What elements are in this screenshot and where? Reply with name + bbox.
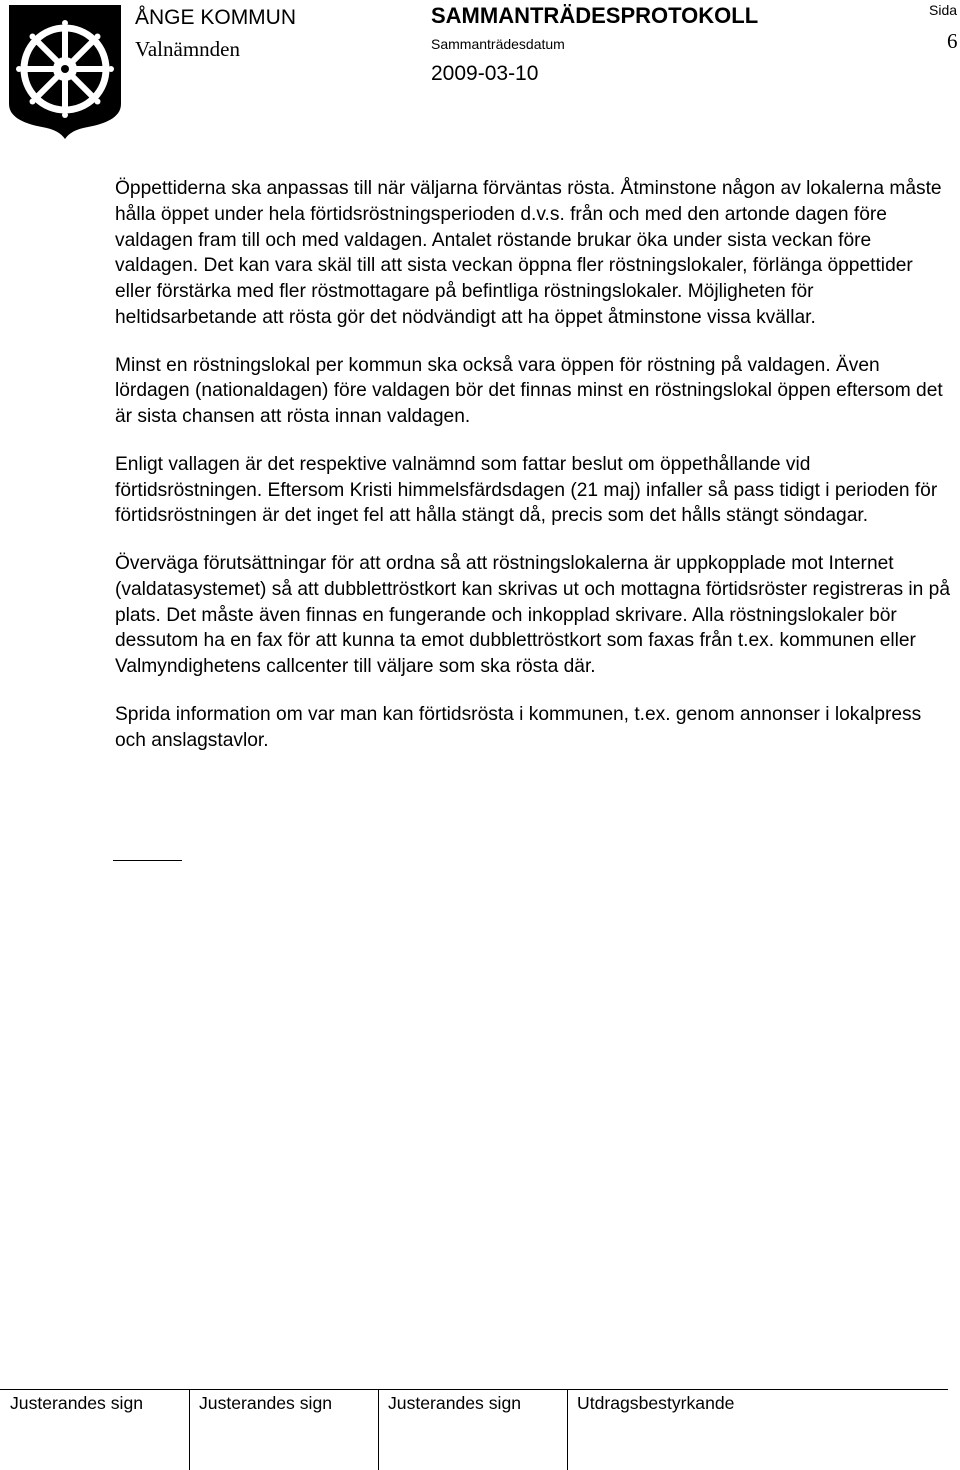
meeting-date: 2009-03-10 — [431, 62, 539, 85]
paragraph-election-law: Enligt vallagen är det respektive valnämnd som fattar beslut om öppethållande vid förtidsröstningen. Eftersom Kristi himmelsfärdsdagen (21 maj) infaller så pass tidigt i perioden för förtidsröstningen är det inget fel att hålla stängt då, precis som det hålls stängt söndagar. — [115, 453, 938, 527]
municipal-logo-icon — [8, 4, 122, 140]
signature-cell-2: Justerandes sign — [189, 1390, 332, 1470]
committee-name: Valnämnden — [135, 37, 240, 61]
section-end-rule — [113, 860, 182, 861]
paragraph-internet-connection: Överväga förutsättningar för att ordna så att röstningslokalerna är uppkopplade mot Internet (valdatasystemet) så att dubblettröstkort kan skrivas ut och mottagna förtidsröster registreras in på plats. Det måste även finnas en fungerande och inkopplad skrivare. Alla röstningslokaler bör dessutom ha en fax för att kunna ta emot dubblettröstkort som faxas från t.ex. kommunen eller Valmyndighetens callcenter till väljare som ska rösta där. — [115, 552, 951, 678]
paragraph-opening-hours: Öppettiderna ska anpassas till när väljarna förväntas rösta. Åtminstone någon av lokalerna måste hålla öppet under hela förtidsröstningsperioden d.v.s. från och med den artonde dagen före valdagen fram till och med valdagen. Antalet röstande brukar öka under sista veckan före valdagen. Det kan vara skäl till att sista veckan öppna fler röstningslokaler, förlänga öppettider eller förstärka med fler röstmottagare på befintliga röstningslokaler. Möjligheten för heltidsarbetande att rösta gör det nödvändigt att ha öppet åtminstone vissa kvällar. — [115, 178, 942, 328]
page-number: 6 — [947, 29, 958, 53]
extract-certified-cell: Utdragsbestyrkande — [567, 1390, 734, 1470]
page-label: Sida — [929, 2, 958, 18]
signature-cell-3: Justerandes sign — [378, 1390, 521, 1470]
paragraph-election-day: Minst en röstningslokal per kommun ska också vara öppen för röstning på valdagen. Även lördagen (nationaldagen) före valdagen bör det finnas minst en röstningslokal öppen eftersom det är sista chansen att rösta innan valdagen. — [115, 354, 943, 428]
signature-row — [0, 1389, 948, 1470]
meeting-date-label: Sammanträdesdatum — [431, 36, 565, 52]
signature-cell-1: Justerandes sign — [10, 1393, 144, 1413]
document-title: SAMMANTRÄDESPROTOKOLL — [431, 3, 759, 28]
municipality-name: ÅNGE KOMMUN — [135, 6, 297, 29]
paragraph-information: Sprida information om var man kan förtidsrösta i kommunen, t.ex. genom annonser i lokalpress och anslagstavlor. — [115, 703, 922, 751]
document-body — [115, 176, 951, 775]
